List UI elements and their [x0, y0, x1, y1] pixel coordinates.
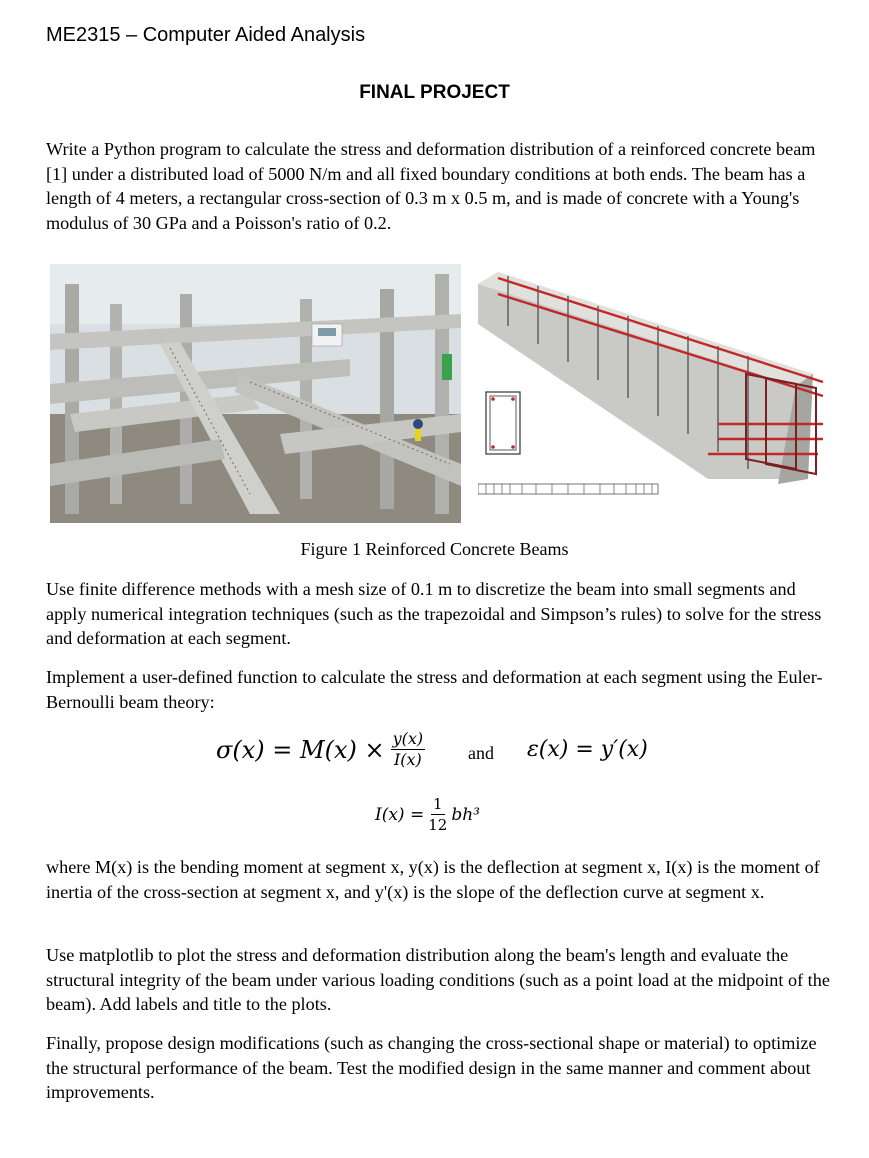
inertia-denominator: 12 [428, 816, 448, 834]
inertia-equation-lhs: I(x) = [375, 804, 425, 825]
inertia-equation-rhs: bh³ [451, 804, 480, 825]
stress-equation-lhs: σ(x) = M(x) × [216, 735, 385, 764]
stress-numerator: y(x) [392, 729, 424, 748]
inertia-fraction [428, 795, 447, 834]
inertia-equation [375, 795, 480, 834]
methods-paragraph: Use finite difference methods with a mesh size of 0.1 m to discretize the beam into small segments and apply numerical integration techniques (such as the trapezoidal and Simpson’s rules) to solve for the stress and deformation at each segment. [46, 579, 822, 648]
reinforced-beam-render [478, 264, 826, 514]
stress-denominator: I(x) [393, 750, 422, 769]
inertia-numerator: 1 [432, 795, 443, 813]
page-title: FINAL PROJECT [359, 82, 510, 103]
stress-equation [216, 730, 425, 769]
design-paragraph: Finally, propose design modifications (such as changing the cross-sectional shape or material) to optimize the structural performance of the beam. Test the modified design in the same manner and comment about improvements. [46, 1033, 817, 1102]
and-connector: and [468, 743, 494, 763]
course-header: ME2315 – Computer Aided Analysis [46, 24, 366, 46]
figure-caption: Figure 1 Reinforced Concrete Beams [300, 539, 569, 559]
construction-site-photo [50, 264, 461, 523]
plot-paragraph: Use matplotlib to plot the stress and deformation distribution along the beam's length and evaluate the structural integrity of the beam under various loading conditions (such as a point load at the midpoint of the beam). Add labels and title to the plots. [46, 945, 830, 1014]
function-paragraph: Implement a user-defined function to calculate the stress and deformation at each segment using the Euler-Bernoulli beam theory: [46, 667, 823, 712]
where-paragraph: where M(x) is the bending moment at segment x, y(x) is the deflection at segment x, I(x) is the moment of inertia of the cross-section at segment x, and y'(x) is the slope of the deflection curve at segment x. [46, 857, 820, 902]
stress-fraction [391, 730, 426, 769]
intro-paragraph: Write a Python program to calculate the stress and deformation distribution of a reinforced concrete beam [1] under a distributed load of 5000 N/m and all fixed boundary conditions at both ends. The beam has a length of 4 meters, a rectangular cross-section of 0.3 m x 0.5 m, and is made of concrete with a Young's modulus of 30 GPa and a Poisson's ratio of 0.2. [46, 139, 816, 233]
strain-equation: ε(x) = y′(x) [527, 737, 648, 762]
